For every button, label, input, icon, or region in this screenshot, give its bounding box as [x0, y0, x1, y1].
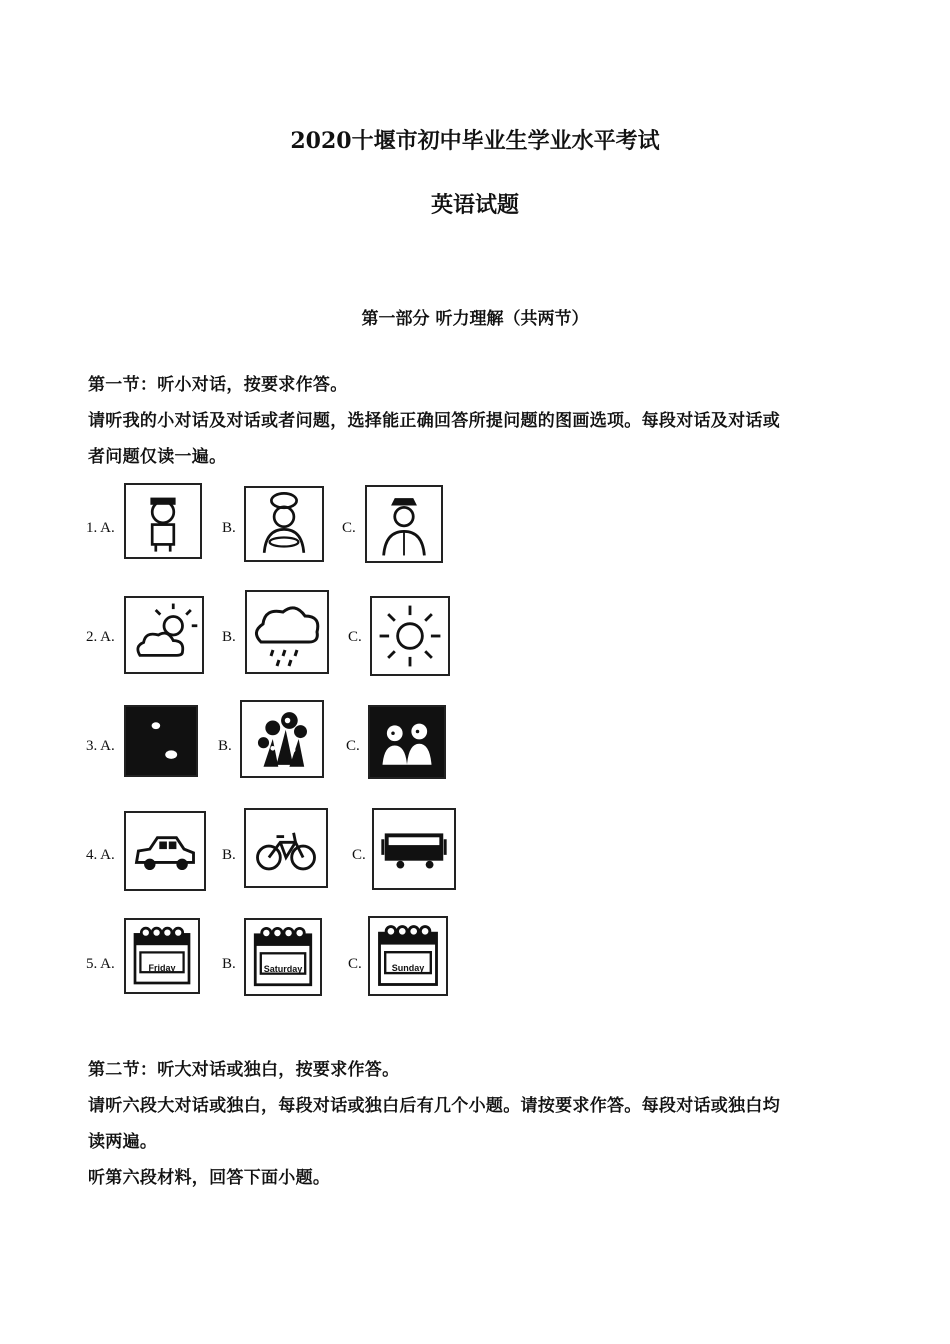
- q2-option-a-label: 2. A.: [86, 629, 115, 645]
- q4-option-c-label: C.: [352, 847, 366, 863]
- q3-option-a-label: 3. A.: [86, 738, 115, 754]
- cook-icon[interactable]: [244, 486, 324, 562]
- q5-option-a-label: 5. A.: [86, 956, 115, 972]
- q1-option-a-label: 1. A.: [86, 520, 115, 536]
- section-two-instruction-line2: 读两遍。: [88, 1132, 158, 1152]
- section-two-title: 第二节：听大对话或独白，按要求作答。: [88, 1060, 400, 1080]
- q4-option-b-label: B.: [222, 847, 236, 863]
- q3-option-c-label: C.: [346, 738, 360, 754]
- part-one-title: 第一部分 听力理解（共两节）: [361, 309, 589, 329]
- q1-option-b-label: B.: [222, 520, 236, 536]
- calendar-icon[interactable]: [244, 918, 322, 996]
- calendar-day-label: Friday: [148, 962, 176, 973]
- sun-behind-cloud-icon[interactable]: [124, 596, 204, 674]
- car-icon[interactable]: [124, 811, 206, 891]
- two-people-icon[interactable]: [368, 705, 446, 779]
- calendar-icon[interactable]: [124, 918, 200, 994]
- q4-option-a-label: 4. A.: [86, 847, 115, 863]
- calendar-day-label: Saturday: [263, 963, 303, 974]
- calendar-day-label: Sunday: [391, 963, 425, 974]
- exam-title: 2020十堰市初中毕业生学业水平考试: [290, 128, 660, 154]
- dark-scene-icon[interactable]: [124, 705, 198, 777]
- section-two-instruction-line1: 请听六段大对话或独白，每段对话或独白后有几个小题。请按要求作答。每段对话或独白均: [88, 1096, 780, 1116]
- section-one-instruction-line1: 请听我的小对话及对话或者问题，选择能正确回答所提问题的图画选项。每段对话及对话或: [88, 411, 780, 431]
- leafy-plant-icon[interactable]: [240, 700, 324, 778]
- q5-option-c-label: C.: [348, 956, 362, 972]
- q1-option-c-label: C.: [342, 520, 356, 536]
- bicycle-icon[interactable]: [244, 808, 328, 888]
- police-officer-icon[interactable]: [365, 485, 443, 563]
- q2-option-b-label: B.: [222, 629, 236, 645]
- q5-option-b-label: B.: [222, 956, 236, 972]
- bus-icon[interactable]: [372, 808, 456, 890]
- section-one-title: 第一节：听小对话，按要求作答。: [88, 375, 348, 395]
- sun-icon[interactable]: [370, 596, 450, 676]
- section-two-subheading: 听第六段材料，回答下面小题。: [88, 1168, 331, 1188]
- boy-with-hat-icon[interactable]: [124, 483, 202, 559]
- exam-subtitle: 英语试题: [430, 192, 519, 218]
- section-one-instruction-line2: 者问题仅读一遍。: [88, 447, 227, 467]
- calendar-icon[interactable]: [368, 916, 448, 996]
- rain-cloud-icon[interactable]: [245, 590, 329, 674]
- q2-option-c-label: C.: [348, 629, 362, 645]
- q3-option-b-label: B.: [218, 738, 232, 754]
